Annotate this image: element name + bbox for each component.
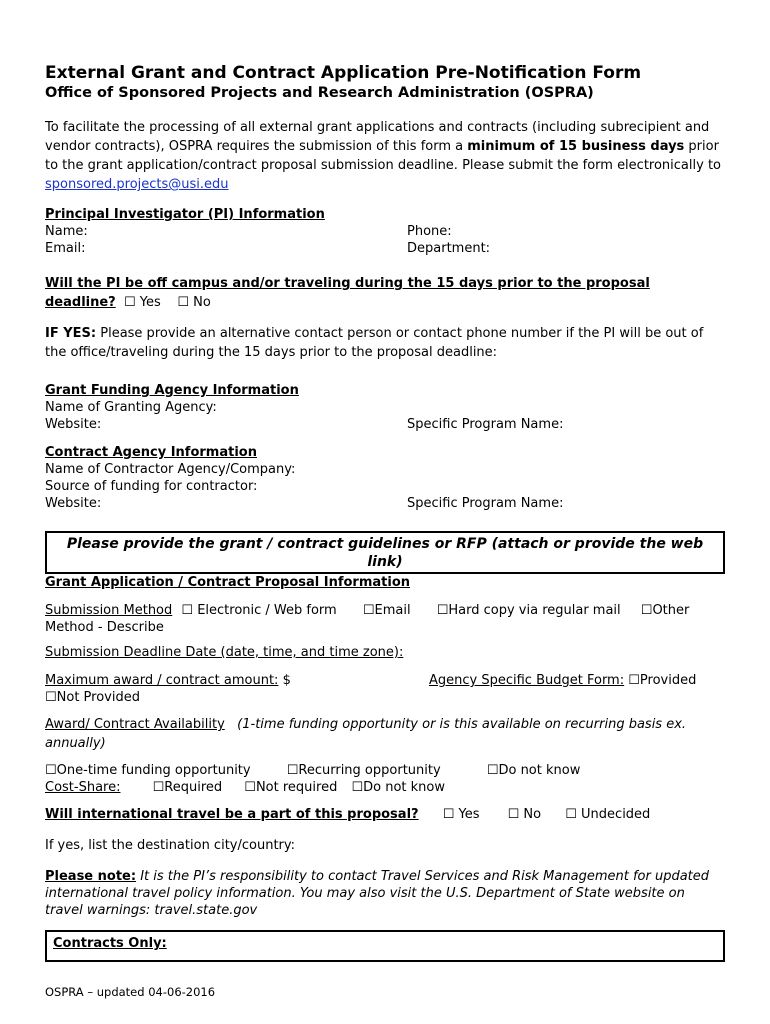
- other-checkbox[interactable]: ☐Other: [640, 603, 690, 618]
- grant-website-label: Website:: [45, 417, 102, 432]
- intl-travel-row: [45, 806, 725, 823]
- max-award-label: Maximum award / contract amount:: [45, 673, 279, 688]
- grant-agency-row-2: [45, 416, 725, 433]
- deadline-label: Submission Deadline Date (date, time, and time zone):: [45, 645, 404, 660]
- if-yes-label: IF YES:: [45, 326, 97, 341]
- pi-name-label: Name:: [45, 224, 88, 239]
- contract-agency-row-3: [45, 495, 725, 512]
- availability-do-not-know-checkbox[interactable]: ☐Do not know: [486, 763, 581, 778]
- form-page: [45, 62, 725, 962]
- pi-travel-question: [45, 274, 725, 312]
- other-method-describe: Method - Describe: [45, 620, 164, 635]
- max-award-currency: $: [278, 673, 291, 688]
- availability-paragraph: [45, 715, 725, 753]
- note-paragraph: [45, 868, 725, 919]
- cost-share-not-required-checkbox[interactable]: ☐Not required: [244, 780, 338, 795]
- cost-share-label: Cost-Share:: [45, 780, 121, 795]
- contract-agency-heading: Contract Agency Information: [45, 445, 257, 460]
- contract-agency-name-label: Name of Contractor Agency/Company:: [45, 462, 296, 477]
- submission-method-row: [45, 602, 725, 619]
- grant-program-label: Specific Program Name:: [407, 417, 564, 432]
- application-heading: Grant Application / Contract Proposal Information: [45, 575, 411, 590]
- availability-label: Award/ Contract Availability: [45, 717, 225, 732]
- max-award-row: [45, 672, 725, 689]
- intro-text-1: To facilitate the processing of all external grant applications and contracts (including subrecipient and vendor contracts), OSPRA requires the submission of this form a: [45, 120, 710, 154]
- availability-options-row: [45, 762, 725, 779]
- cost-share-required-checkbox[interactable]: ☐Required: [152, 780, 223, 795]
- form-subtitle: Office of Sponsored Projects and Research Administration (OSPRA): [45, 85, 594, 101]
- note-label: Please note:: [45, 869, 137, 884]
- budget-provided-checkbox[interactable]: ☐Provided: [628, 673, 697, 688]
- onetime-checkbox[interactable]: ☐One-time funding opportunity: [45, 763, 251, 778]
- electronic-checkbox[interactable]: ☐ Electronic / Web form: [181, 603, 337, 618]
- if-yes-text: Please provide an alternative contact person or contact phone number if the PI will be out of the office/traveling during the 15 days prior to the proposal deadline:: [45, 326, 704, 360]
- footer-text: OSPRA – updated 04-06-2016: [45, 985, 216, 999]
- contract-source-label: Source of funding for contractor:: [45, 479, 258, 494]
- budget-form-label: Agency Specific Budget Form:: [429, 673, 625, 688]
- budget-not-provided-checkbox[interactable]: ☐Not Provided: [45, 690, 140, 705]
- ospra-email-link[interactable]: sponsored.projects@usi.edu: [45, 177, 229, 192]
- contract-website-label: Website:: [45, 496, 102, 511]
- contracts-only-box: [45, 930, 725, 962]
- cost-share-do-not-know-checkbox[interactable]: ☐Do not know: [351, 780, 445, 795]
- hardcopy-checkbox[interactable]: ☐Hard copy via regular mail: [436, 603, 621, 618]
- intro-paragraph: [45, 118, 725, 194]
- pi-email-label: Email:: [45, 241, 86, 256]
- pi-department-label: Department:: [407, 241, 491, 256]
- pi-heading: Principal Investigator (PI) Information: [45, 207, 325, 222]
- intl-undecided-checkbox[interactable]: ☐ Undecided: [565, 807, 651, 822]
- intl-yes-checkbox[interactable]: ☐ Yes: [442, 807, 480, 822]
- pi-phone-label: Phone:: [407, 224, 452, 239]
- grant-agency-heading: Grant Funding Agency Information: [45, 383, 299, 398]
- recurring-checkbox[interactable]: ☐Recurring opportunity: [286, 763, 441, 778]
- guidelines-box: Please provide the grant / contract guidelines or RFP (attach or provide the web link): [45, 531, 725, 574]
- contracts-only-label: Contracts Only:: [53, 936, 167, 951]
- availability-note: (1-time funding opportunity or is this available on recurring basis ex. annually): [45, 717, 687, 751]
- intl-travel-question: Will international travel be a part of this proposal?: [45, 807, 419, 822]
- intl-no-checkbox[interactable]: ☐ No: [507, 807, 542, 822]
- destination-label: If yes, list the destination city/country:: [45, 838, 296, 853]
- intro-bold: minimum of 15 business days: [467, 139, 685, 154]
- if-yes-paragraph: [45, 324, 725, 362]
- submission-method-label: Submission Method: [45, 603, 173, 618]
- form-title: External Grant and Contract Application Pre-Notification Form: [45, 63, 642, 83]
- pi-row-2: [45, 240, 725, 257]
- pi-travel-yes-checkbox[interactable]: ☐ Yes: [124, 295, 161, 310]
- email-checkbox[interactable]: ☐Email: [362, 603, 411, 618]
- intro-text-2: prior to the grant application/contract proposal submission deadline. Please submit the form electronically to: [45, 139, 721, 173]
- note-text: It is the PI’s responsibility to contact Travel Services and Risk Management for updated international travel policy information. You may also visit the U.S. Department of State website on travel warnings: travel.state.gov: [45, 869, 710, 918]
- grant-agency-name-label: Name of Granting Agency:: [45, 400, 217, 415]
- contract-program-label: Specific Program Name:: [407, 496, 564, 511]
- pi-travel-no-checkbox[interactable]: ☐ No: [177, 295, 211, 310]
- pi-travel-question-text: Will the PI be off campus and/or traveling during the 15 days prior to the proposal deadline?: [45, 276, 650, 310]
- cost-share-row: [45, 779, 725, 796]
- pi-row-1: [45, 223, 725, 240]
